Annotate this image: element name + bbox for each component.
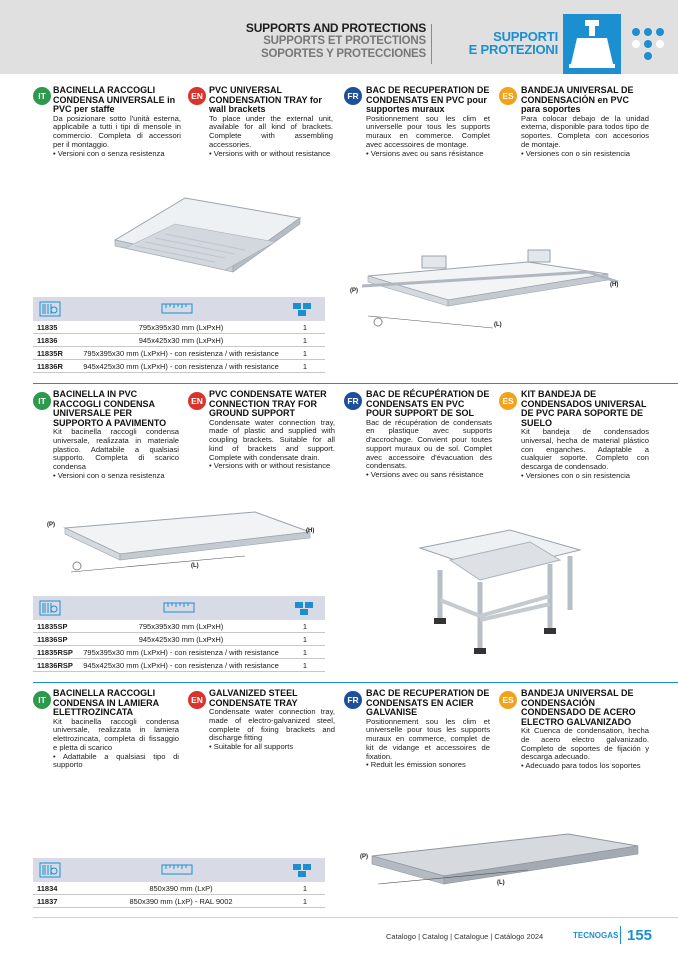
product-qty: 1 (302, 362, 307, 371)
dimension-label-p: (P) (350, 288, 358, 294)
product-qty: 1 (302, 349, 307, 358)
section-divider (33, 682, 678, 683)
product-code: 11835RSP (37, 648, 73, 657)
product-title: BACINELLA IN PVC RACCOGLI CONDENSA UNIVERSALE PER SUPPORTO A PAVIMENTO (53, 389, 167, 428)
product-title: KIT BANDEJA DE CONDENSADOS UNIVERSAL DE PVC PARA SOPORTE DE SUELO (521, 389, 647, 428)
table-row (33, 659, 325, 672)
product-desc: Kit Cuenca de condensation, hecha de acero electro galvanizado. Completo de soportes de fijación y descarga adecuado. (521, 726, 649, 762)
product-desc: Positionnement sou les clim et universelle pour tous les supports muraux en commerce, complet de kit de vidange et accessoires de fixation. (366, 716, 490, 761)
product-table-1 (33, 297, 325, 373)
lang-badge-fr: FR (344, 691, 362, 709)
product-title: BAC DE RÉCUPÉRATION DE CONDENSATS EN PVC POUR SUPPORT DE SOL (366, 389, 490, 418)
table-row (33, 633, 325, 646)
product-bullet: • Suitable for all supports (209, 742, 294, 752)
footer-catalog: Catalogo | Catalog | Catalogue | Catálogo 2024 (386, 932, 544, 941)
product-title: BAC DE RECUPERATION DE CONDENSATS EN PVC pour supportes muraux (366, 85, 490, 114)
table-row (33, 882, 325, 895)
section3-it (53, 689, 179, 770)
product-qty: 1 (302, 897, 307, 906)
product-code: 11835R (37, 349, 63, 358)
section1-fr (366, 86, 490, 158)
product-dimension: 850x390 mm (LxP) - RAL 9002 (129, 897, 233, 906)
table-header (33, 858, 325, 882)
product-dimension: 945x425x30 mm (LxPxH) (138, 336, 224, 345)
product-dimension: 795x395x30 mm (LxPxH) - con resistenza / with resistance (83, 349, 279, 358)
product-code: 11837 (37, 897, 58, 906)
table-row (33, 646, 325, 659)
package-boxes-icon (293, 600, 315, 616)
product-qty: 1 (302, 336, 307, 345)
product-title: PVC UNIVERSAL CONDENSATION TRAY for wall brackets (209, 85, 322, 114)
product-desc: Kit bacinella raccogli condensa universale, realizzata in lamiera elettrozincata, completa di fissaggio e pletta di scarico (53, 716, 179, 752)
product-bullet: • Versions with or without resistance (209, 461, 331, 471)
product-code: 11836SP (37, 635, 68, 644)
category-label (469, 30, 558, 56)
product-title: PVC CONDENSATE WATER CONNECTION TRAY FOR GROUND SUPPORT (209, 389, 327, 418)
product-image-ground-tray (45, 506, 325, 586)
footer-divider (33, 917, 678, 918)
product-code: 11836R (37, 362, 63, 371)
product-qty: 1 (302, 622, 307, 631)
product-title: BANDEJA UNIVERSAL DE CONDENSACIÓN CONDENSADO DE ACERO ELECTRO GALVANIZADO (521, 688, 636, 727)
product-bullet: • Versioni con o senza resistenza (53, 470, 165, 480)
lang-badge-fr: FR (344, 87, 362, 105)
lang-badge-it: IT (33, 392, 51, 410)
table-header (33, 596, 325, 620)
product-desc: Kit bandeja de condensados universal, hecha de material plástico con enganches. Adaptable a cualquier soporte. Completo con descarga de condensado. (521, 427, 649, 472)
product-image-wall-bracket-tray (348, 246, 628, 341)
product-bullet: • Adecuado para todos los soportes (521, 761, 641, 771)
support-bracket-icon (563, 14, 621, 74)
product-dimension: 945x425x30 mm (LxPxH) - con resistenza / with resistance (83, 661, 279, 670)
product-bullet: • Versions avec ou sans résistance (366, 470, 484, 480)
product-desc: Bac de récupération de condensats en plastique avec supports d'accrochage. Convient pour toutes support muraux ou de sol. Complet avec accessoire d'évacuation des condensats. (366, 417, 492, 471)
footer-brand: TECNOGAS (573, 931, 619, 940)
dimension-label-l: (L) (494, 322, 502, 328)
section2-it (53, 390, 179, 481)
page-number: 155 (627, 927, 653, 944)
header-title-en: SUPPORTS AND PROTECTIONS (245, 21, 426, 35)
page-header (0, 0, 678, 74)
product-code: 11835SP (37, 622, 68, 631)
product-title: BACINELLA RACCOGLI CONDENSA IN LAMIERA ELETTROZINCATA (53, 688, 159, 717)
barcode-search-icon (39, 862, 61, 878)
product-bullet: • Versions with or without resistance (209, 148, 331, 158)
header-titles (246, 22, 426, 61)
package-boxes-icon (291, 301, 313, 317)
product-bullet: • Adattabile a qualsiasi tipo di supporto (53, 751, 179, 770)
barcode-search-icon (39, 301, 61, 317)
product-desc: To place under the external unit, available for all kind of brackets. Complete with assembling accessories. (209, 113, 333, 149)
barcode-search-icon (39, 600, 61, 616)
dimension-label-l: (L) (497, 880, 505, 886)
product-title: BANDEJA UNIVERSAL DE CONDENSACIÓN en PVC para soportes (521, 85, 634, 114)
section-divider (33, 383, 678, 384)
section3-en (209, 689, 335, 752)
section3-es (521, 689, 649, 771)
lang-badge-en: EN (188, 87, 206, 105)
product-desc: Positionnement sou les clim et universelle pour tous les supports muraux en commerce. Complet avec accessoires de montage. (366, 113, 490, 149)
dimension-label-p: (P) (47, 522, 55, 528)
ruler-icon (161, 862, 193, 876)
product-dimension: 945x425x30 mm (LxPxH) - con resistenza / with resistance (83, 362, 279, 371)
product-qty: 1 (302, 635, 307, 644)
product-title: BACINELLA RACCOGLI CONDENSA UNIVERSALE in PVC per staffe (53, 85, 176, 114)
product-title: GALVANIZED STEEL CONDENSATE TRAY (209, 688, 298, 708)
product-code: 11836RSP (37, 661, 73, 670)
header-title-fr: SUPPORTS ET PROTECTIONS (263, 35, 426, 47)
product-desc: Da posizionare sotto l'unità esterna, applicabile a tutti i tipi di mensole in commercio. Completa di accessori per il montaggio. (53, 113, 181, 149)
product-image-ground-support (410, 520, 590, 665)
product-code: 11834 (37, 884, 58, 893)
header-title-es: SOPORTES Y PROTECCIONES (261, 48, 426, 60)
product-desc: Condensate water connection tray, made of electro-galvanized steel, complete of fixing brackets and discharge fitting (209, 707, 335, 743)
table-row (33, 360, 325, 373)
product-qty: 1 (302, 884, 307, 893)
product-qty: 1 (302, 648, 307, 657)
product-dimension: 945x425x30 mm (LxPxH) (138, 635, 224, 644)
product-desc: Para colocar debajo de la unidad externa, disponible para todos tipo de soportes. Completa con accesorios de montaje. (521, 113, 649, 149)
product-table-3 (33, 858, 325, 908)
section1-es (521, 86, 649, 158)
lang-badge-es: ES (499, 392, 517, 410)
product-dimension: 795x395x30 mm (LxPxH) (138, 323, 224, 332)
section1-it (53, 86, 181, 158)
product-dimension: 795x395x30 mm (LxPxH) - con resistenza / with resistance (83, 648, 279, 657)
category-line1: SUPPORTI (493, 29, 558, 44)
lang-badge-es: ES (499, 87, 517, 105)
product-bullet: • Versions avec ou sans résistance (366, 148, 484, 158)
product-qty: 1 (302, 661, 307, 670)
section2-en (209, 390, 335, 471)
lang-badge-it: IT (33, 691, 51, 709)
section2-es (521, 390, 649, 481)
product-code: 11836 (37, 336, 58, 345)
dots-logo-icon (630, 26, 666, 62)
product-bullet: • Reduit les émission sonores (366, 760, 466, 770)
footer-separator (620, 926, 621, 944)
lang-badge-fr: FR (344, 392, 362, 410)
product-desc: Condensate water connection tray, made of plastic and supplied with coupling brackets. Suitable for all kind of brackets and support. Complete with condensate drain. (209, 417, 335, 462)
ruler-icon (161, 301, 193, 315)
category-line2: E PROTEZIONI (468, 42, 558, 57)
product-qty: 1 (302, 323, 307, 332)
product-code: 11835 (37, 323, 58, 332)
ruler-icon (163, 600, 195, 614)
dimension-label-h: (H) (610, 282, 619, 288)
dimension-label-p: (P) (360, 854, 368, 860)
lang-badge-en: EN (188, 392, 206, 410)
section2-fr (366, 390, 492, 480)
header-separator (431, 24, 432, 64)
product-table-2 (33, 596, 325, 672)
product-bullet: • Versiones con o sin resistencia (521, 470, 631, 480)
lang-badge-it: IT (33, 87, 51, 105)
table-row (33, 347, 325, 360)
product-image-pvc-tray (105, 192, 305, 287)
product-title: BAC DE RECUPERATION DE CONDENSATS EN ACIER GALVANISE (366, 688, 490, 717)
dimension-label-l: (L) (191, 563, 199, 569)
table-row (33, 620, 325, 633)
package-boxes-icon (291, 862, 313, 878)
section1-en (209, 86, 333, 158)
product-bullet: • Versiones con o sin resistencia (521, 148, 631, 158)
lang-badge-en: EN (188, 691, 206, 709)
dimension-label-h: (H) (306, 528, 315, 534)
product-bullet: • Versioni con o senza resistenza (53, 148, 165, 158)
table-header (33, 297, 325, 321)
table-row (33, 895, 325, 908)
table-row (33, 321, 325, 334)
product-dimension: 850x390 mm (LxP) (149, 884, 213, 893)
table-row (33, 334, 325, 347)
product-desc: Kit bacinella raccogli condensa universale, realizzata in materiale plastico. Adattabile a qualsiasi supporto. Completa di scarico condensa (53, 427, 179, 472)
product-image-galvanized-tray (358, 826, 648, 901)
lang-badge-es: ES (499, 691, 517, 709)
product-dimension: 795x395x30 mm (LxPxH) (138, 622, 224, 631)
section3-fr (366, 689, 490, 770)
